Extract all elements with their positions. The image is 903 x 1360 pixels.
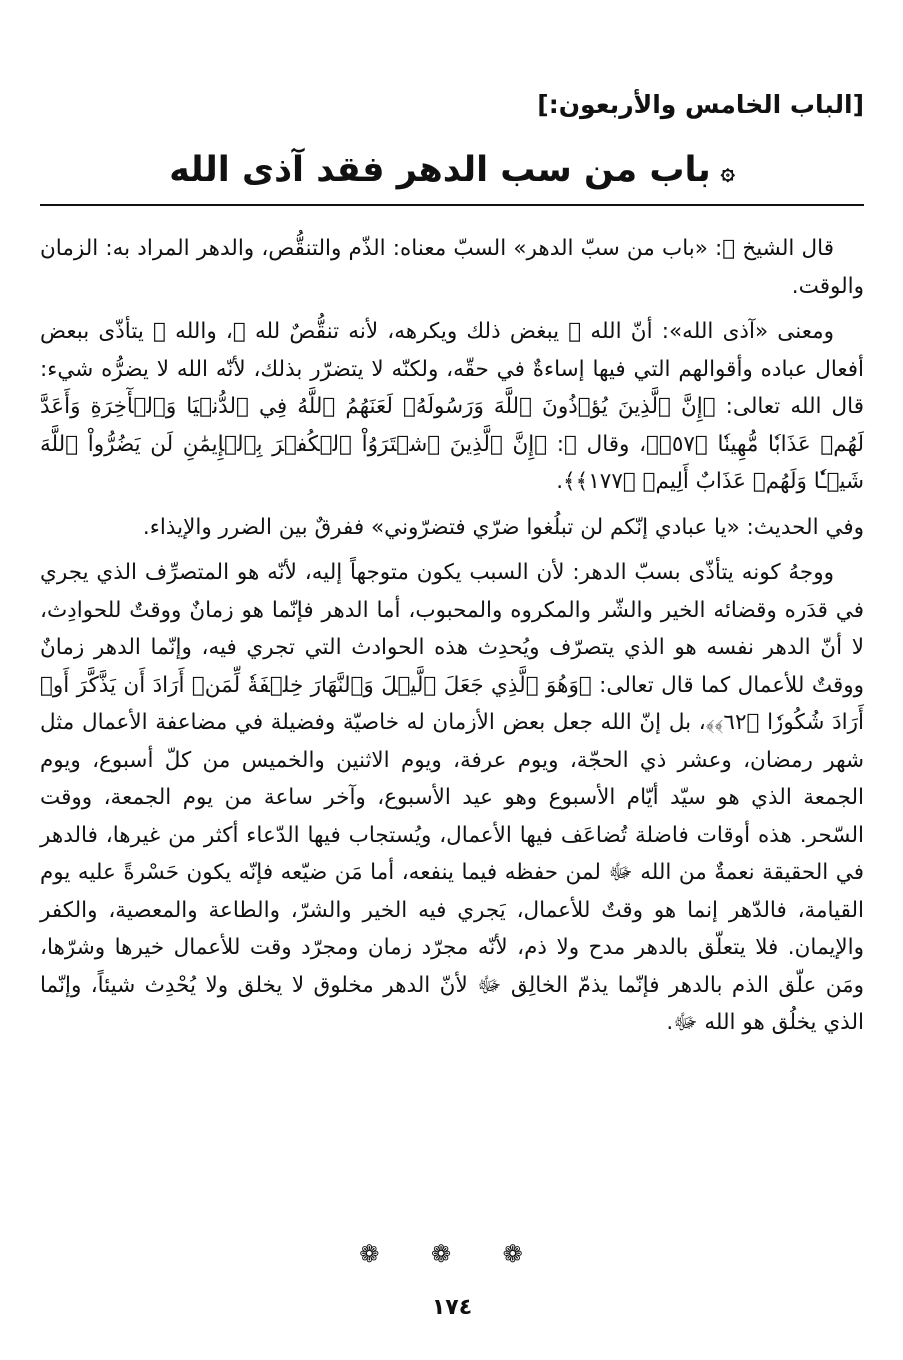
section-separator: ❁ ❁ ❁ bbox=[359, 1240, 545, 1268]
paragraph-4: ووجهُ كونه يتأذّى بسبّ الدهر: لأن السبب يكون متوجهاً إليه، لأنّه هو المتصرِّف الذي يجري في قدَره وقضائه الخير والشّر والمكروه والمحبوب، أما الدهر فإنّما هو زمانٌ ووقتٌ للحوادِث، لا أنّ الدهر نفسه هو الذي يتصرّف ويُحدِث هذه الحوادث التي تجري فيه، وإنّما الدهر زمانٌ ووقتٌ للأعمال كما قال تعالى: ﴿وَهُوَ ٱلَّذِي جَعَلَ ٱلَّيۡلَ وَٱلنَّهَارَ خِلۡفَةٗ لِّمَنۡ أَرَادَ أَن يَذَّكَّرَ أَوۡ أَرَادَ شُكُورٗا ﴿٦٢﴾﴾، بل إنّ الله جعل بعض الأزمان له خاصيّة وفضيلة في مضاعفة الأعمال مثل شهر رمضان، وعشر ذي الحجّة، ويوم عرفة، ويوم الاثنين والخميس من كلّ أسبوع، ويوم الجمعة الذي هو سيّد أيّام الأسبوع وهو عيد الأسبوع، وآخر ساعة من يوم الجمعة، ووقت السّحر. هذه أوقات فاضلة تُضاعَف فيها الأعمال، ويُستجاب فيها الدّعاء أكثر من غيرها، فالدهر في الحقيقة نعمةٌ من الله ﷻ لمن حفظه فيما ينفعه، أما مَن ضيّعه فإنّه يكون حَسْرةً عليه يوم القيامة، فالدّهر إنما هو وقتٌ للأعمال، يَجري فيه الخير والشرّ، والطاعة والمعصية، والكفر والإيمان. فلا يتعلّق بالدهر مدح ولا ذم، لأنّه مجرّد زمان ومجرّد وقت للأعمال خيرها وشرّها، ومَن علّق الذم بالدهر فإنّما يذمّ الخالِق ﷻ لأنّ الدهر مخلوق لا يخلق ولا يُحْدِث شيئاً، وإنّما الذي يخلُق هو الله ﷻ. bbox=[40, 560, 864, 1035]
chapter-label: [الباب الخامس والأربعون:] bbox=[537, 90, 864, 119]
page-number: ١٧٤ bbox=[431, 1295, 473, 1320]
paragraph-2: ومعنى «آذى الله»: أنّ الله ﷻ يبغض ذلك ويكرهه، لأنه تنقُّصٌ لله ﷻ، والله ﷻ يتأذّى ببعض أفعال عباده وأقوالهم التي فيها إساءةٌ في حقّه، ولكنّه لا يتضرّر بذلك، لأنّه الله لا يضرُّه شيء: قال الله تعالى: ﴿إِنَّ ٱلَّذِينَ يُؤۡذُونَ ٱللَّهَ وَرَسُولَهُۥ لَعَنَهُمُ ٱللَّهُ فِي ٱلدُّنۡيَا وَٱلۡأٓخِرَةِ وَأَعَدَّ لَهُمۡ عَذَابٗا مُّهِينٗا ﴿٥٧﴾﴾، وقال ﷻ: ﴿إِنَّ ٱلَّذِينَ ٱشۡتَرَوُاْ ٱلۡكُفۡرَ بِٱلۡإِيمَٰنِ لَن يَضُرُّواْ ٱللَّهَ شَيۡـٔٗا وَلَهُمۡ عَذَابٌ أَلِيمٞ ﴿١٧٧﴾﴾. bbox=[40, 319, 864, 494]
book-page bbox=[40, 70, 864, 1350]
chapter-title-text: باب من سب الدهر فقد آذى الله bbox=[169, 150, 711, 190]
paragraph-1: قال الشيخ ﷫: «باب من سبّ الدهر» السبّ معناه: الذّم والتنقُّص، والدهر المراد به: الزمان والوقت. bbox=[40, 236, 864, 299]
body-text bbox=[40, 230, 864, 1050]
paragraph-3: وفي الحديث: «يا عبادي إنّكم لن تبلُغوا ضرّي فتضرّوني» ففرقٌ بين الضرر والإيذاء. bbox=[142, 514, 864, 540]
title-divider bbox=[40, 204, 864, 206]
flower-ornament-icon: ۞ bbox=[720, 157, 735, 185]
chapter-title bbox=[40, 150, 864, 190]
